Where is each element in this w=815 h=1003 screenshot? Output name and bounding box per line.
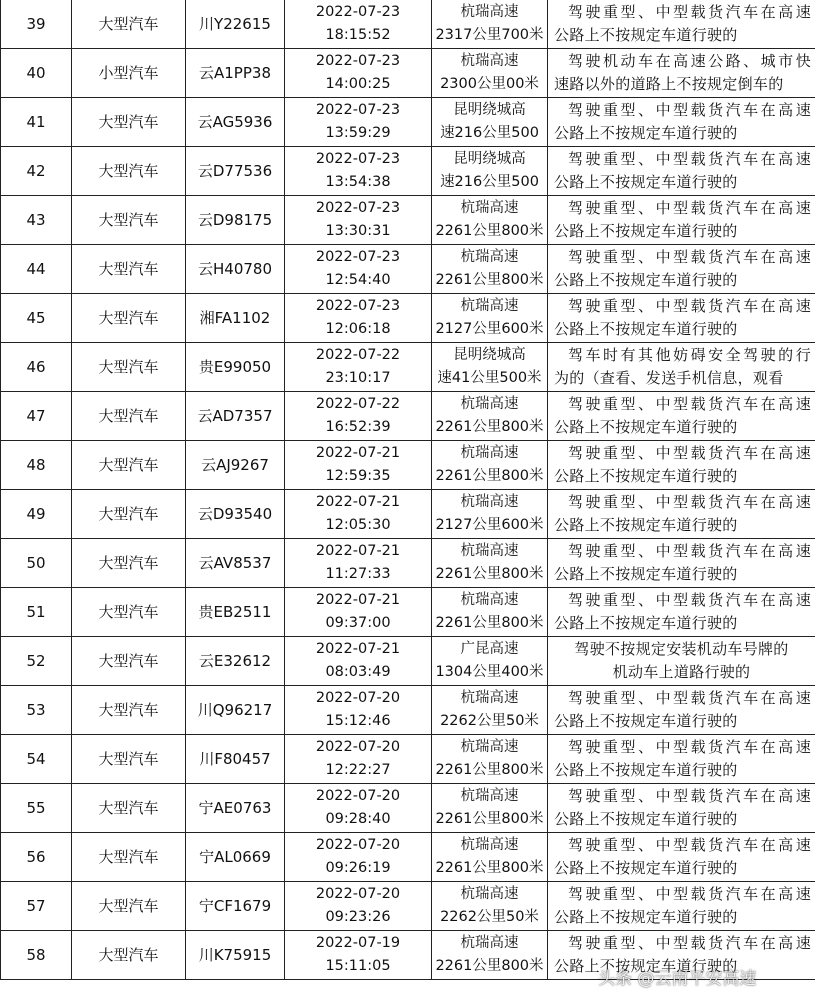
violation-date: 2022-07-20 (315, 886, 401, 902)
table-row (1, 735, 815, 784)
table-row (1, 637, 815, 686)
violation-time (285, 0, 432, 49)
plate-number: 云E32612 (186, 637, 285, 686)
violation-time (285, 735, 432, 784)
vehicle-type: 大型汽车 (72, 343, 186, 392)
plate-number: 湘FA1102 (186, 294, 285, 343)
violation-clock: 12:06:18 (325, 321, 391, 337)
row-number: 42 (1, 147, 72, 196)
location-line-1: 杭瑞高速 (460, 837, 519, 853)
location-line-2: 2261公里800米 (435, 223, 544, 239)
table-row (1, 0, 815, 49)
location-line-2: 速216公里500 (440, 125, 539, 141)
description-line-2: 公路上不按规定车道行驶的 (554, 124, 738, 142)
violation-date: 2022-07-23 (315, 53, 401, 69)
violation-date: 2022-07-23 (315, 102, 401, 118)
location-line-2: 2261公里800米 (435, 419, 544, 435)
table-row (1, 539, 815, 588)
violation-time (285, 98, 432, 147)
description-line-2: 公路上不按规定车道行驶的 (554, 810, 738, 828)
plate-number: 贵E99050 (186, 343, 285, 392)
table-row (1, 196, 815, 245)
violation-date: 2022-07-21 (315, 494, 401, 510)
vehicle-type: 大型汽车 (72, 686, 186, 735)
violation-location (432, 784, 548, 833)
plate-number: 云A1PP38 (186, 49, 285, 98)
violation-description (548, 0, 815, 49)
violation-time (285, 784, 432, 833)
location-line-2: 2300公里00米 (440, 76, 539, 92)
violation-time (285, 637, 432, 686)
plate-number: 云D77536 (186, 147, 285, 196)
description-line-1: 驾驶重型、中型载货汽车在高速 (568, 885, 811, 903)
violation-date: 2022-07-22 (315, 396, 401, 412)
description-line-2: 速路以外的道路上不按规定倒车的 (554, 75, 784, 93)
plate-number: 宁AE0763 (186, 784, 285, 833)
plate-number: 川K75915 (186, 931, 285, 980)
location-line-1: 杭瑞高速 (460, 249, 519, 265)
vehicle-type: 大型汽车 (72, 539, 186, 588)
description-line-1: 驾驶重型、中型载货汽车在高速 (568, 836, 811, 854)
violation-clock: 12:05:30 (325, 517, 391, 533)
violation-date: 2022-07-20 (315, 739, 401, 755)
violation-clock: 18:15:52 (325, 27, 391, 43)
vehicle-type: 大型汽车 (72, 147, 186, 196)
description-line-1: 驾车时有其他妨碍安全驾驶的行 (568, 346, 811, 364)
violation-location (432, 490, 548, 539)
table-row (1, 49, 815, 98)
row-number: 44 (1, 245, 72, 294)
location-line-2: 2261公里800米 (435, 566, 544, 582)
row-number: 50 (1, 539, 72, 588)
watermark: 头条 @云南平安高速 (598, 969, 757, 989)
vehicle-type: 大型汽车 (72, 784, 186, 833)
violation-clock: 13:59:29 (325, 125, 391, 141)
violation-location (432, 392, 548, 441)
violation-location (432, 588, 548, 637)
row-number: 43 (1, 196, 72, 245)
violation-location (432, 147, 548, 196)
description-line-2: 公路上不按规定车道行驶的 (554, 957, 738, 975)
violation-date: 2022-07-21 (315, 592, 401, 608)
plate-number: 云AJ9267 (186, 441, 285, 490)
plate-number: 宁AL0669 (186, 833, 285, 882)
violation-date: 2022-07-20 (315, 788, 401, 804)
row-number: 46 (1, 343, 72, 392)
plate-number: 云AD7357 (186, 392, 285, 441)
location-line-1: 杭瑞高速 (460, 445, 519, 461)
row-number: 41 (1, 98, 72, 147)
violation-clock: 16:52:39 (325, 419, 391, 435)
violation-clock: 11:27:33 (325, 566, 391, 582)
description-line-1: 驾驶重型、中型载货汽车在高速 (568, 150, 811, 168)
vehicle-type: 大型汽车 (72, 98, 186, 147)
description-line-2: 为的（查看、发送手机信息，观看 (554, 369, 784, 387)
violation-description (548, 686, 815, 735)
location-line-2: 2127公里600米 (435, 517, 544, 533)
row-number: 58 (1, 931, 72, 980)
violation-time (285, 147, 432, 196)
description-line-2: 公路上不按规定车道行驶的 (554, 908, 738, 926)
violation-location (432, 49, 548, 98)
violation-description (548, 735, 815, 784)
row-number: 48 (1, 441, 72, 490)
violation-time (285, 686, 432, 735)
table-row (1, 686, 815, 735)
description-line-1: 驾驶重型、中型载货汽车在高速 (568, 444, 811, 462)
violation-clock: 12:54:40 (325, 272, 391, 288)
location-line-2: 2261公里800米 (435, 860, 544, 876)
row-number: 56 (1, 833, 72, 882)
plate-number: 川Q96217 (186, 686, 285, 735)
violation-description (548, 147, 815, 196)
vehicle-type: 大型汽车 (72, 441, 186, 490)
row-number: 49 (1, 490, 72, 539)
location-line-1: 杭瑞高速 (460, 592, 519, 608)
violation-location (432, 735, 548, 784)
violation-time (285, 539, 432, 588)
description-line-1: 驾驶重型、中型载货汽车在高速 (568, 199, 811, 217)
violation-description (548, 196, 815, 245)
violation-date: 2022-07-23 (315, 200, 401, 216)
violation-location (432, 441, 548, 490)
description-line-2: 公路上不按规定车道行驶的 (554, 859, 738, 877)
location-line-2: 速216公里500 (440, 174, 539, 190)
plate-number: 云AG5936 (186, 98, 285, 147)
plate-number: 川Y22615 (186, 0, 285, 49)
violation-clock: 09:37:00 (325, 615, 391, 631)
vehicle-type: 大型汽车 (72, 931, 186, 980)
table-row (1, 882, 815, 931)
row-number: 55 (1, 784, 72, 833)
location-line-2: 2261公里800米 (435, 958, 544, 974)
violation-clock: 12:59:35 (325, 468, 391, 484)
vehicle-type: 大型汽车 (72, 637, 186, 686)
violation-time (285, 588, 432, 637)
vehicle-type: 大型汽车 (72, 490, 186, 539)
table-row (1, 441, 815, 490)
location-line-2: 2261公里800米 (435, 468, 544, 484)
violation-clock: 13:30:31 (325, 223, 391, 239)
table-row (1, 833, 815, 882)
location-line-2: 速41公里500米 (437, 370, 542, 386)
description-line-2: 公路上不按规定车道行驶的 (554, 614, 738, 632)
description-line-1: 驾驶不按规定安装机动车号牌的 (574, 640, 789, 658)
location-line-2: 2261公里800米 (435, 762, 544, 778)
description-line-1: 驾驶重型、中型载货汽车在高速 (568, 738, 811, 756)
table-row (1, 588, 815, 637)
row-number: 39 (1, 0, 72, 49)
violation-clock: 09:23:26 (325, 909, 391, 925)
violation-time (285, 931, 432, 980)
vehicle-type: 大型汽车 (72, 245, 186, 294)
violation-time (285, 833, 432, 882)
violation-date: 2022-07-21 (315, 641, 401, 657)
location-line-1: 杭瑞高速 (460, 886, 519, 902)
description-line-1: 驾驶机动车在高速公路、城市快 (568, 52, 811, 70)
location-line-1: 杭瑞高速 (460, 543, 519, 559)
location-line-1: 杭瑞高速 (460, 494, 519, 510)
description-line-2: 公路上不按规定车道行驶的 (554, 320, 738, 338)
violation-date: 2022-07-20 (315, 690, 401, 706)
violation-clock: 13:54:38 (325, 174, 391, 190)
description-line-1: 驾驶重型、中型载货汽车在高速 (568, 689, 811, 707)
location-line-2: 2262公里50米 (440, 713, 539, 729)
location-line-1: 昆明绕城高 (453, 151, 526, 167)
row-number: 52 (1, 637, 72, 686)
description-line-2: 公路上不按规定车道行驶的 (554, 271, 738, 289)
description-line-1: 驾驶重型、中型载货汽车在高速 (568, 787, 811, 805)
violation-location (432, 196, 548, 245)
violation-location (432, 0, 548, 49)
violation-time (285, 245, 432, 294)
violation-description (548, 392, 815, 441)
violation-description (548, 833, 815, 882)
location-line-1: 广昆高速 (460, 641, 519, 657)
vehicle-type: 大型汽车 (72, 0, 186, 49)
location-line-2: 2261公里800米 (435, 615, 544, 631)
violation-table-body (1, 0, 815, 980)
violation-date: 2022-07-21 (315, 445, 401, 461)
plate-number: 云D93540 (186, 490, 285, 539)
violation-date: 2022-07-23 (315, 151, 401, 167)
plate-number: 川F80457 (186, 735, 285, 784)
vehicle-type: 大型汽车 (72, 392, 186, 441)
violation-location (432, 245, 548, 294)
violation-time (285, 392, 432, 441)
violation-location (432, 294, 548, 343)
description-line-1: 驾驶重型、中型载货汽车在高速 (568, 493, 811, 511)
violation-location (432, 637, 548, 686)
location-line-2: 2261公里800米 (435, 272, 544, 288)
description-line-1: 驾驶重型、中型载货汽车在高速 (568, 3, 811, 21)
location-line-1: 杭瑞高速 (460, 739, 519, 755)
table-row (1, 294, 815, 343)
violation-location (432, 931, 548, 980)
violation-clock: 14:00:25 (325, 76, 391, 92)
location-line-1: 杭瑞高速 (460, 396, 519, 412)
violation-description (548, 343, 815, 392)
violation-clock: 15:12:46 (325, 713, 391, 729)
violation-date: 2022-07-19 (315, 935, 401, 951)
plate-number: 贵EB2511 (186, 588, 285, 637)
violation-time (285, 196, 432, 245)
description-line-2: 公路上不按规定车道行驶的 (554, 565, 738, 583)
violation-location (432, 882, 548, 931)
description-line-2: 公路上不按规定车道行驶的 (554, 712, 738, 730)
violation-location (432, 539, 548, 588)
location-line-1: 杭瑞高速 (460, 690, 519, 706)
location-line-1: 杭瑞高速 (460, 53, 519, 69)
violation-clock: 09:26:19 (325, 860, 391, 876)
violation-description (548, 441, 815, 490)
row-number: 51 (1, 588, 72, 637)
violation-date: 2022-07-22 (315, 347, 401, 363)
violation-time (285, 441, 432, 490)
description-line-2: 公路上不按规定车道行驶的 (554, 761, 738, 779)
table-row (1, 98, 815, 147)
violation-description (548, 931, 815, 980)
row-number: 40 (1, 49, 72, 98)
vehicle-type: 大型汽车 (72, 196, 186, 245)
location-line-1: 杭瑞高速 (460, 788, 519, 804)
plate-number: 宁CF1679 (186, 882, 285, 931)
violation-description (548, 245, 815, 294)
violation-description (548, 490, 815, 539)
violation-date: 2022-07-20 (315, 837, 401, 853)
violation-date: 2022-07-23 (315, 4, 401, 20)
description-line-2: 公路上不按规定车道行驶的 (554, 418, 738, 436)
vehicle-type: 大型汽车 (72, 588, 186, 637)
table-row (1, 392, 815, 441)
violation-location (432, 98, 548, 147)
row-number: 47 (1, 392, 72, 441)
location-line-1: 昆明绕城高 (453, 347, 526, 363)
description-line-1: 驾驶重型、中型载货汽车在高速 (568, 934, 811, 952)
violation-location (432, 343, 548, 392)
location-line-2: 2127公里600米 (435, 321, 544, 337)
location-line-1: 杭瑞高速 (460, 200, 519, 216)
violation-description (548, 784, 815, 833)
location-line-1: 杭瑞高速 (460, 298, 519, 314)
row-number: 57 (1, 882, 72, 931)
description-line-1: 驾驶重型、中型载货汽车在高速 (568, 591, 811, 609)
location-line-1: 杭瑞高速 (460, 4, 519, 20)
table-row (1, 490, 815, 539)
description-line-1: 驾驶重型、中型载货汽车在高速 (568, 101, 811, 119)
description-line-1: 驾驶重型、中型载货汽车在高速 (568, 248, 811, 266)
location-line-2: 2261公里800米 (435, 811, 544, 827)
violation-time (285, 294, 432, 343)
violation-clock: 09:28:40 (325, 811, 391, 827)
violation-clock: 15:11:05 (325, 958, 391, 974)
description-line-1: 驾驶重型、中型载货汽车在高速 (568, 395, 811, 413)
violation-location (432, 833, 548, 882)
row-number: 45 (1, 294, 72, 343)
violation-description (548, 539, 815, 588)
violation-time (285, 343, 432, 392)
violation-description (548, 588, 815, 637)
plate-number: 云H40780 (186, 245, 285, 294)
table-row (1, 245, 815, 294)
violation-clock: 08:03:49 (325, 664, 391, 680)
violation-description (548, 98, 815, 147)
vehicle-type: 大型汽车 (72, 735, 186, 784)
location-line-2: 1304公里400米 (435, 664, 544, 680)
description-line-2: 公路上不按规定车道行驶的 (554, 467, 738, 485)
row-number: 53 (1, 686, 72, 735)
description-line-2: 公路上不按规定车道行驶的 (554, 222, 738, 240)
description-line-1: 驾驶重型、中型载货汽车在高速 (568, 542, 811, 560)
location-line-2: 2262公里50米 (440, 909, 539, 925)
location-line-1: 昆明绕城高 (453, 102, 526, 118)
violation-date: 2022-07-21 (315, 543, 401, 559)
vehicle-type: 大型汽车 (72, 833, 186, 882)
violation-description (548, 882, 815, 931)
violation-date: 2022-07-23 (315, 249, 401, 265)
violation-clock: 12:22:27 (325, 762, 391, 778)
violation-description (548, 49, 815, 98)
location-line-2: 2317公里700米 (435, 27, 544, 43)
violation-clock: 23:10:17 (325, 370, 391, 386)
table-row (1, 147, 815, 196)
violation-time (285, 882, 432, 931)
violation-description (548, 637, 815, 686)
description-line-2: 公路上不按规定车道行驶的 (554, 173, 738, 191)
table-row (1, 343, 815, 392)
vehicle-type: 小型汽车 (72, 49, 186, 98)
violation-description (548, 294, 815, 343)
vehicle-type: 大型汽车 (72, 882, 186, 931)
plate-number: 云AV8537 (186, 539, 285, 588)
violation-location (432, 686, 548, 735)
vehicle-type: 大型汽车 (72, 294, 186, 343)
violation-time (285, 49, 432, 98)
location-line-1: 杭瑞高速 (460, 935, 519, 951)
description-line-2: 机动车上道路行驶的 (612, 663, 751, 681)
table-row (1, 931, 815, 980)
plate-number: 云D98175 (186, 196, 285, 245)
violation-time (285, 490, 432, 539)
description-line-1: 驾驶重型、中型载货汽车在高速 (568, 297, 811, 315)
description-line-2: 公路上不按规定车道行驶的 (554, 516, 738, 534)
table-row (1, 784, 815, 833)
row-number: 54 (1, 735, 72, 784)
description-line-2: 公路上不按规定车道行驶的 (554, 26, 738, 44)
violation-date: 2022-07-23 (315, 298, 401, 314)
